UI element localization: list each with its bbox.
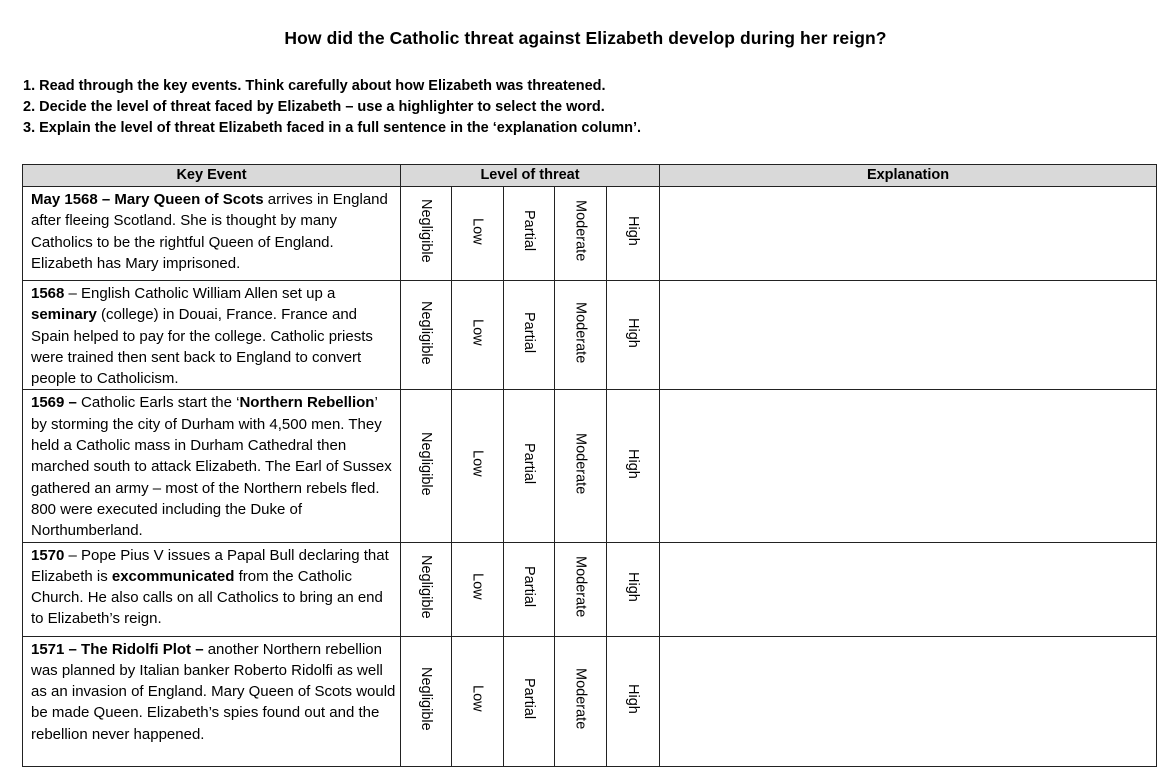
event-text: – English Catholic William Allen set up a xyxy=(64,285,336,302)
level-label: Negligible xyxy=(418,431,434,496)
header-key-event: Key Event xyxy=(23,165,401,187)
header-explanation: Explanation xyxy=(660,165,1157,187)
level-label: Moderate xyxy=(572,555,589,618)
level-label: High xyxy=(625,683,642,714)
level-label: Moderate xyxy=(572,432,589,495)
level-label: Partial xyxy=(521,210,537,252)
level-negligible[interactable] xyxy=(401,636,452,766)
level-label: Negligible xyxy=(418,666,434,731)
level-label: High xyxy=(625,216,642,246)
level-low[interactable] xyxy=(452,390,504,542)
level-high[interactable] xyxy=(607,542,660,636)
instructions-list xyxy=(23,76,641,139)
level-label: Negligible xyxy=(418,199,434,263)
level-negligible[interactable] xyxy=(401,390,452,542)
level-partial[interactable] xyxy=(504,281,555,390)
level-negligible[interactable] xyxy=(401,187,452,281)
level-label: High xyxy=(625,448,642,479)
page-title: How did the Catholic threat against Elizabeth develop during her reign? xyxy=(284,28,887,48)
table-row xyxy=(23,636,1157,766)
level-label: Moderate xyxy=(572,302,589,364)
event-heading: 1569 – xyxy=(31,394,77,412)
event-heading: May 1568 – Mary Queen of Scots xyxy=(31,191,264,208)
level-label: Low xyxy=(469,450,486,477)
level-low[interactable] xyxy=(452,281,504,390)
explanation-cell[interactable] xyxy=(660,187,1157,281)
level-moderate[interactable] xyxy=(555,281,607,390)
explanation-cell[interactable] xyxy=(660,542,1157,636)
key-event-cell xyxy=(23,542,401,636)
level-moderate[interactable] xyxy=(555,636,607,766)
level-moderate[interactable] xyxy=(555,187,607,281)
event-text: (college) in Douai, France. France and Spain helped to pay for the college. Catholic priests were trained then sent back to England to convert people to Catholicism. xyxy=(31,306,373,388)
event-heading: 1571 – The Ridolfi Plot – xyxy=(31,640,204,658)
table-row xyxy=(23,542,1157,636)
level-label: Low xyxy=(469,685,486,712)
level-label: Negligible xyxy=(418,300,434,365)
event-keyword: seminary xyxy=(31,306,97,324)
explanation-cell[interactable] xyxy=(660,281,1157,390)
level-label: Partial xyxy=(521,442,537,485)
level-high[interactable] xyxy=(607,281,660,390)
key-event-cell xyxy=(23,390,401,542)
level-low[interactable] xyxy=(452,187,504,281)
key-event-cell xyxy=(23,281,401,390)
event-text: – Pope Pius V issues a Papal Bull declaring that Elizabeth is xyxy=(31,546,389,585)
instruction-item: 3. Explain the level of threat Elizabeth faced in a full sentence in the ‘explanation column’. xyxy=(23,120,641,136)
level-high[interactable] xyxy=(607,636,660,766)
level-label: Moderate xyxy=(572,200,589,262)
level-partial[interactable] xyxy=(504,187,555,281)
event-text: arrives in England after fleeing Scotland. She is thought by many Catholics to be the rightful Queen of England. Elizabeth has Mary imprisoned. xyxy=(31,191,388,272)
key-event-cell xyxy=(23,636,401,766)
level-negligible[interactable] xyxy=(401,542,452,636)
table-row xyxy=(23,281,1157,390)
level-label: Moderate xyxy=(572,667,589,730)
level-high[interactable] xyxy=(607,390,660,542)
event-heading: 1568 xyxy=(31,285,65,302)
threat-table xyxy=(22,164,1157,767)
level-partial[interactable] xyxy=(504,390,555,542)
instruction-item: 2. Decide the level of threat faced by Elizabeth – use a highlighter to select the word. xyxy=(23,99,605,115)
header-level-of-threat: Level of threat xyxy=(401,165,660,187)
level-low[interactable] xyxy=(452,542,504,636)
level-label: Low xyxy=(469,217,486,245)
level-moderate[interactable] xyxy=(555,542,607,636)
table-row xyxy=(23,390,1157,542)
explanation-cell[interactable] xyxy=(660,636,1157,766)
event-keyword: Northern Rebellion xyxy=(239,394,375,412)
event-keyword: excommunicated xyxy=(111,567,235,585)
level-label: Partial xyxy=(521,678,537,720)
level-low[interactable] xyxy=(452,636,504,766)
level-label: High xyxy=(625,317,642,348)
event-text: Catholic Earls start the ‘ xyxy=(76,394,240,412)
level-partial[interactable] xyxy=(504,636,555,766)
level-label: Low xyxy=(469,319,486,347)
key-event-cell xyxy=(23,187,401,281)
event-text: another Northern rebellion was planned by Italian banker Roberto Ridolfi as well as an invasion of England. Mary Queen of Scots would be made Queen. Elizabeth’s spies found out and the rebellion never happened. xyxy=(31,640,396,743)
event-text: ’ by storming the city of Durham with 4,500 men. They held a Catholic mass in Durham Cathedral then marched south to attack Elizabeth. The Earl of Sussex gathered an army – most of the Northern rebels fled. 800 were executed including the Duke of Northumberland. xyxy=(31,394,392,540)
level-label: Low xyxy=(469,573,486,600)
level-negligible[interactable] xyxy=(401,281,452,390)
event-heading: 1570 xyxy=(31,546,65,564)
instruction-item: 1. Read through the key events. Think carefully about how Elizabeth was threatened. xyxy=(23,78,606,94)
level-high[interactable] xyxy=(607,187,660,281)
table-row xyxy=(23,187,1157,281)
level-moderate[interactable] xyxy=(555,390,607,542)
level-label: Negligible xyxy=(418,554,434,619)
level-label: Partial xyxy=(521,312,537,354)
level-label: High xyxy=(625,571,642,602)
level-partial[interactable] xyxy=(504,542,555,636)
explanation-cell[interactable] xyxy=(660,390,1157,542)
table-header-row xyxy=(23,165,1157,187)
level-label: Partial xyxy=(521,566,537,608)
event-text: from the Catholic Church. He also calls on all Catholics to bring an end to Elizabeth’s reign. xyxy=(31,567,383,628)
